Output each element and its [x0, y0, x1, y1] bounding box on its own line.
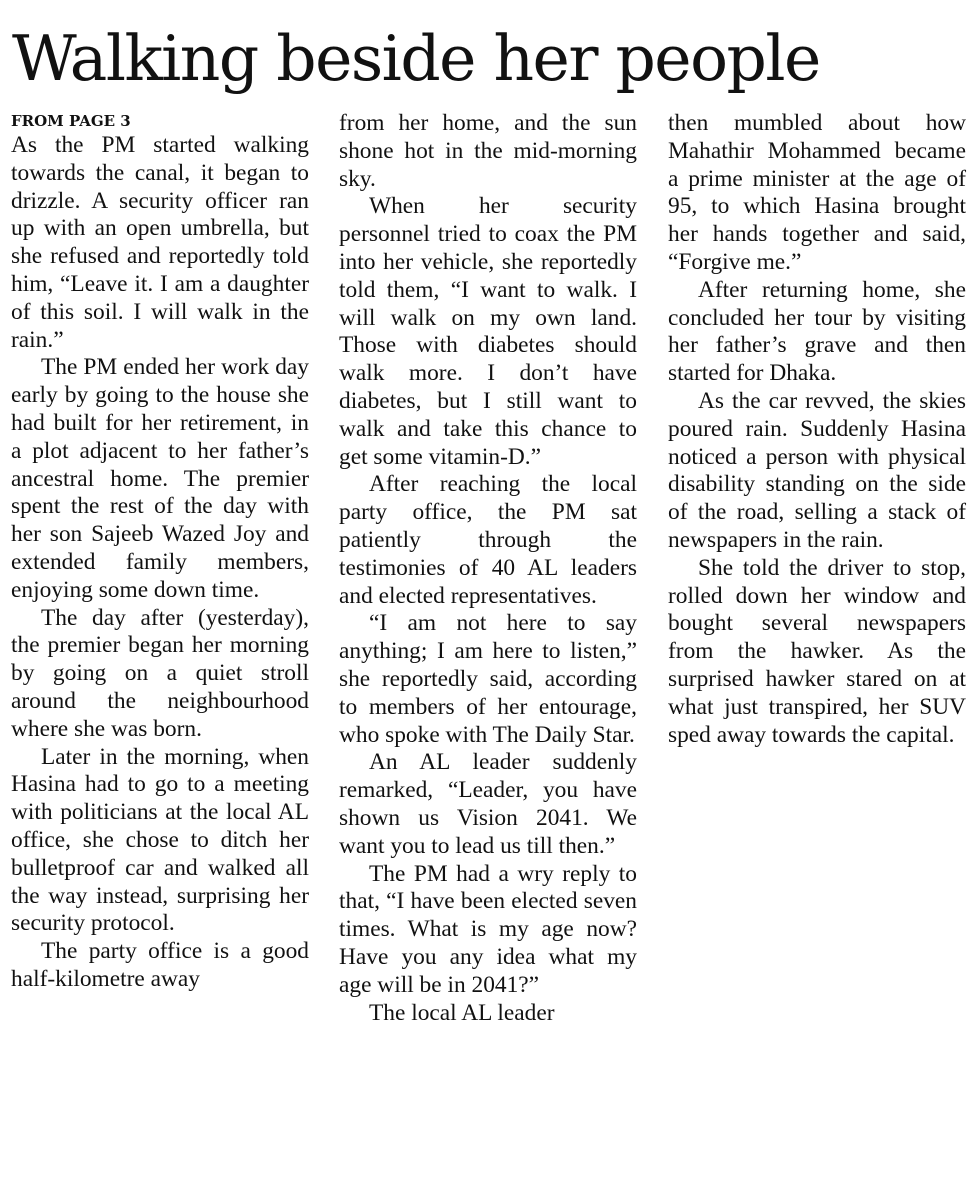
- paragraph: “I am not here to say anything; I am here to listen,” she reportedly said, according to members of her entourage, who spoke with The Daily Star.: [339, 610, 637, 748]
- paragraph: As the car revved, the skies poured rain. Suddenly Hasina noticed a person with physical disability standing on the side of the road, selling a stack of newspapers in the rain.: [668, 387, 966, 553]
- article-column-1: [11, 110, 309, 994]
- paragraph: After reaching the local party office, the PM sat patiently through the testimonies of 40 AL leaders and elected representatives.: [339, 471, 637, 609]
- paragraph: from her home, and the sun shone hot in the mid-morning sky.: [339, 110, 637, 192]
- paragraph: The party office is a good half-kilometre away: [11, 938, 309, 992]
- paragraph: The PM ended her work day early by going to the house she had built for her retirement, in a plot adjacent to her father’s ancestral home. The premier spent the rest of the day with her son Sajeeb Wazed Joy and extended family members, enjoying some down time.: [11, 354, 309, 603]
- article-column-3: [668, 110, 966, 749]
- paragraph: The PM had a wry reply to that, “I have been elected seven times. What is my age now? Have you any idea what my age will be in 2041?”: [339, 860, 637, 998]
- continuation-kicker: FROM PAGE 3: [11, 112, 131, 130]
- paragraph: Later in the morning, when Hasina had to go to a meeting with politicians at the local AL office, she chose to ditch her bulletproof car and walked all the way instead, surprising her security protocol.: [11, 743, 309, 937]
- paragraph: The local AL leader: [369, 999, 555, 1026]
- paragraph: When her security personnel tried to coax the PM into her vehicle, she reportedly told them, “I want to walk. I will walk on my own land. Those with diabetes should walk more. I don’t have diabetes, but I still want to walk and take this chance to get some vitamin-D.”: [339, 193, 637, 470]
- paragraph: She told the driver to stop, rolled down her window and bought several newspapers from the hawker. As the surprised hawker stared on at what just transpired, her SUV sped away towards the capital.: [668, 554, 966, 748]
- paragraph: then mumbled about how Mahathir Mohammed became a prime minister at the age of 95, to which Hasina brought her hands together and said, “Forgive me.”: [668, 110, 966, 275]
- paragraph: As the PM started walking towards the canal, it began to drizzle. A security officer ran up with an open umbrella, but she refused and reportedly told him, “Leave it. I am a daughter of this soil. I will walk in the rain.”: [11, 132, 309, 353]
- headline: Walking beside her people: [12, 22, 820, 95]
- paragraph: After returning home, she concluded her tour by visiting her father’s grave and then started for Dhaka.: [668, 276, 966, 387]
- paragraph: The day after (yesterday), the premier began her morning by going on a quiet stroll around the neighbourhood where she was born.: [11, 604, 309, 742]
- paragraph: An AL leader suddenly remarked, “Leader, you have shown us Vision 2041. We want you to lead us till then.”: [339, 749, 637, 859]
- article-column-2: [339, 110, 637, 1027]
